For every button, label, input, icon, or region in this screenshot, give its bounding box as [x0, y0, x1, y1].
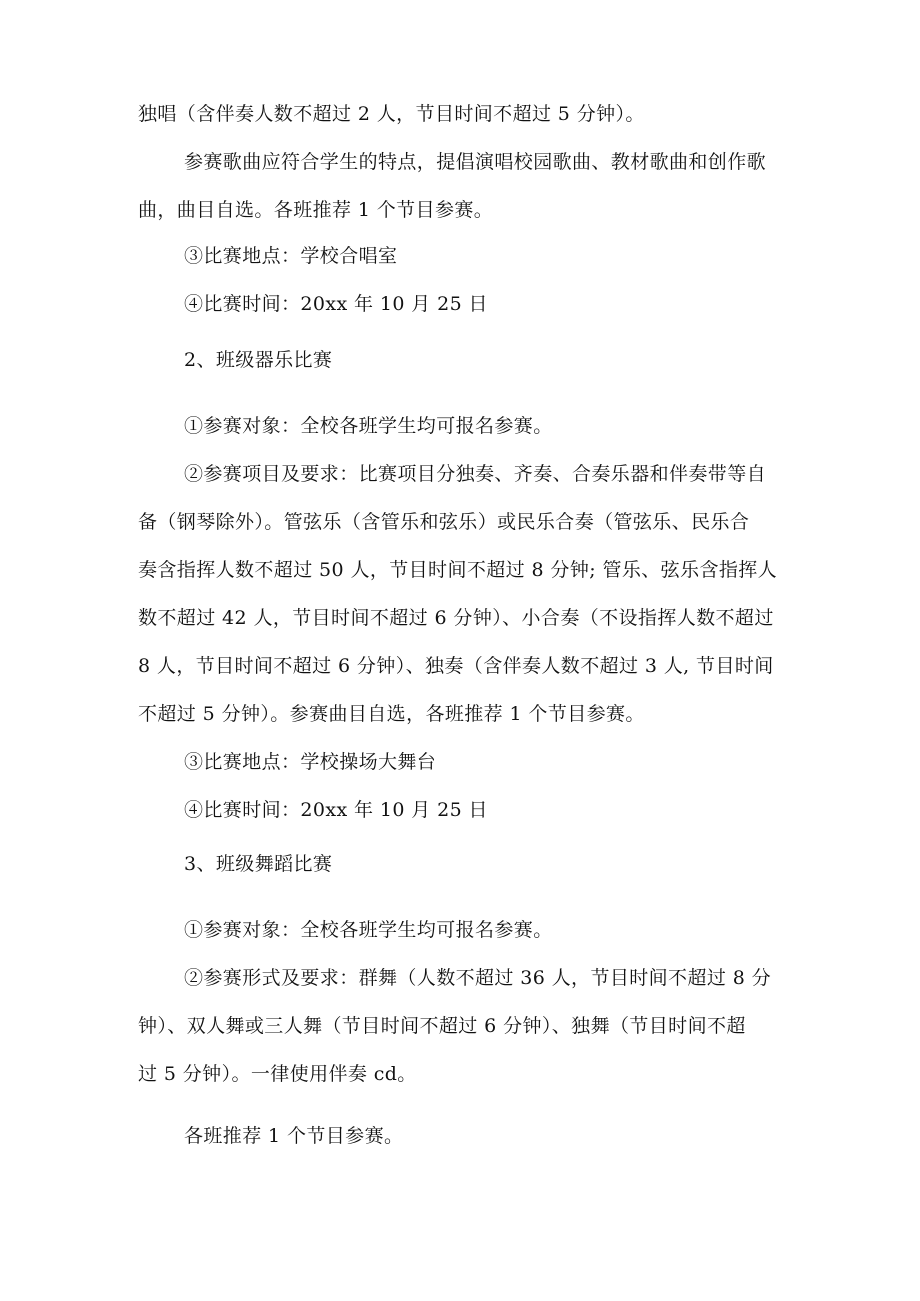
dance-section-heading: 3、班级舞蹈比赛 — [184, 853, 333, 875]
instrumental-requirements-line-3: 奏含指挥人数不超过 50 人，节目时间不超过 8 分钟; 管乐、弦乐含指挥人 — [138, 559, 778, 581]
dance-requirements-line-2: 钟）、双人舞或三人舞（节目时间不超过 6 分钟）、独舞（节目时间不超 — [138, 1015, 746, 1037]
instrumental-requirements-line-4: 数不超过 42 人，节目时间不超过 6 分钟）、小合奏（不设指挥人数不超过 — [138, 607, 774, 629]
instrumental-requirements-line-1: ②参赛项目及要求：比赛项目分独奏、齐奏、合奏乐器和伴奏带等自 — [184, 463, 767, 485]
dance-participants-line: ①参赛对象：全校各班学生均可报名参赛。 — [184, 919, 553, 941]
singing-venue-line: ③比赛地点：学校合唱室 — [184, 245, 398, 267]
instrumental-venue-line: ③比赛地点：学校操场大舞台 — [184, 751, 437, 773]
instrumental-participants-line: ①参赛对象：全校各班学生均可报名参赛。 — [184, 415, 553, 437]
instrumental-requirements-line-6: 不超过 5 分钟）。参赛曲目自选，各班推荐 1 个节目参赛。 — [138, 703, 645, 725]
solo-singing-rule-line: 独唱（含伴奏人数不超过 2 人，节目时间不超过 5 分钟）。 — [138, 103, 645, 125]
song-requirement-line-1: 参赛歌曲应符合学生的特点，提倡演唱校园歌曲、教材歌曲和创作歌 — [184, 151, 767, 173]
dance-requirements-line-1: ②参赛形式及要求：群舞（人数不超过 36 人，节目时间不超过 8 分 — [184, 967, 772, 989]
instrumental-requirements-line-2: 备（钢琴除外）。管弦乐（含管乐和弦乐）或民乐合奏（管弦乐、民乐合 — [138, 511, 750, 533]
song-requirement-line-2: 曲，曲目自选。各班推荐 1 个节目参赛。 — [138, 199, 494, 221]
instrumental-requirements-line-5: 8 人，节目时间不超过 6 分钟）、独奏（含伴奏人数不超过 3 人, 节目时间 — [138, 655, 774, 677]
instrumental-date-line: ④比赛时间：20xx 年 10 月 25 日 — [184, 799, 488, 821]
dance-recommendation-line: 各班推荐 1 个节目参赛。 — [184, 1125, 404, 1147]
instrumental-section-heading: 2、班级器乐比赛 — [184, 349, 333, 371]
dance-requirements-line-3: 过 5 分钟）。一律使用伴奏 cd。 — [138, 1063, 417, 1085]
singing-date-line: ④比赛时间：20xx 年 10 月 25 日 — [184, 293, 488, 315]
